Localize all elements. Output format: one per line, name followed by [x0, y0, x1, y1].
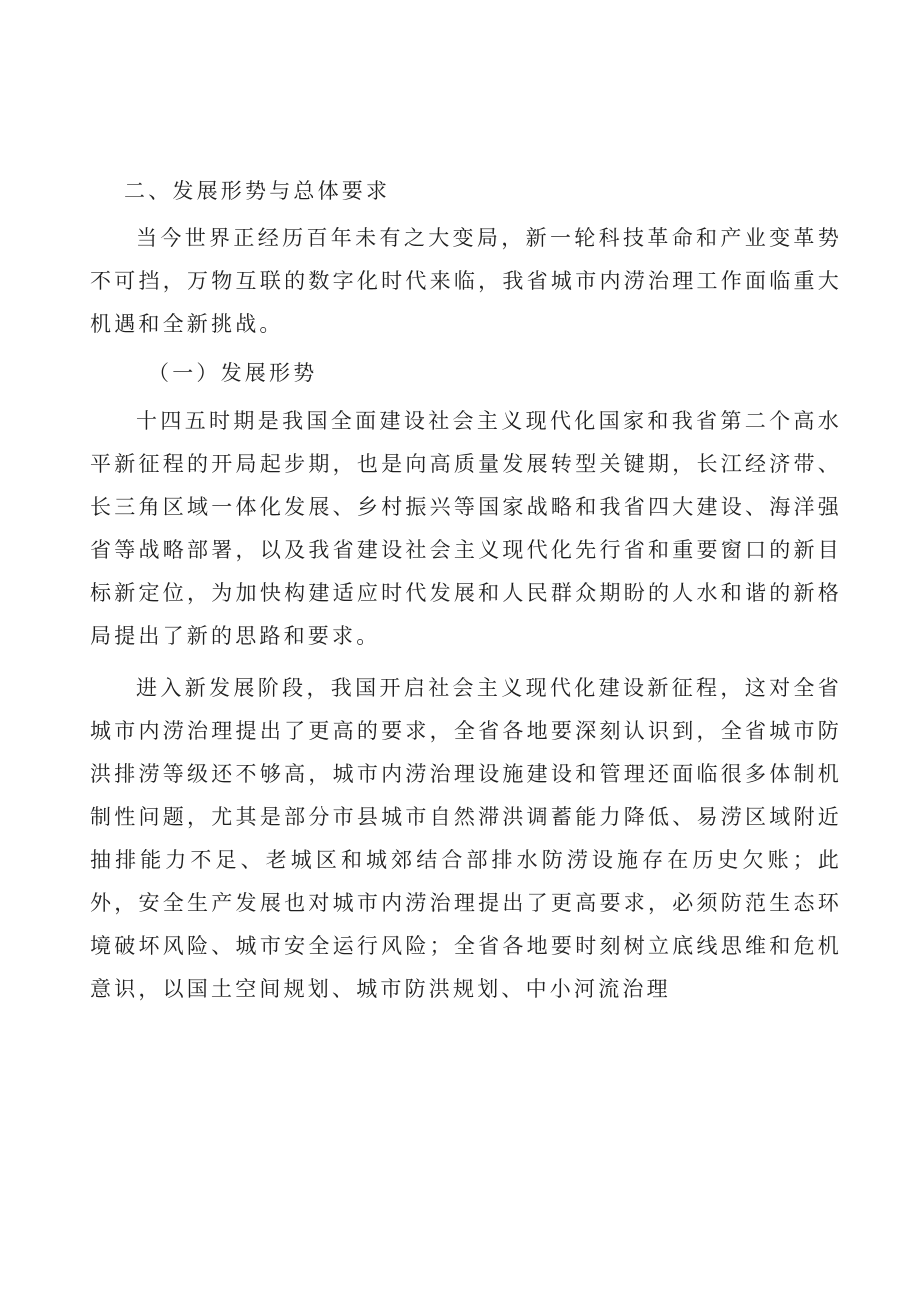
body-paragraph-2: 进入新发展阶段，我国开启社会主义现代化建设新征程，这对全省城市内涝治理提出了更高的要求，全省各地要深刻认识到，全省城市防洪排涝等级还不够高，城市内涝治理设施建设和管理还面临很多体制机制性问题，尤其是部分市县城市自然滞洪调蓄能力降低、易涝区域附近抽排能力不足、老城区和城郊结合部排水防涝设施存在历史欠账；此外，安全生产发展也对城市内涝治理提出了更高要求，必须防范生态环境破坏风险、城市安全运行风险；全省各地要时刻树立底线思维和危机意识，以国土空间规划、城市防洪规划、中小河流治理: [90, 676, 842, 1001]
body-paragraph-1: 十四五时期是我国全面建设社会主义现代化国家和我省第二个高水平新征程的开局起步期，也是向高质量发展转型关键期，长江经济带、长三角区域一体化发展、乡村振兴等国家战略和我省四大建设、海洋强省等战略部署，以及我省建设社会主义现代化先行省和重要窗口的新目标新定位，为加快构建适应时代发展和人民群众期盼的人水和谐的新格局提出了新的思路和要求。: [90, 409, 842, 648]
subsection-heading: （一）发展形势: [148, 361, 318, 385]
document-body: [90, 170, 842, 1011]
section-heading: 二、发展形势与总体要求: [124, 179, 391, 203]
intro-paragraph: 当今世界正经历百年未有之大变局，新一轮科技革命和产业变革势不可挡，万物互联的数字化时代来临，我省城市内涝治理工作面临重大机遇和全新挑战。: [90, 226, 842, 336]
